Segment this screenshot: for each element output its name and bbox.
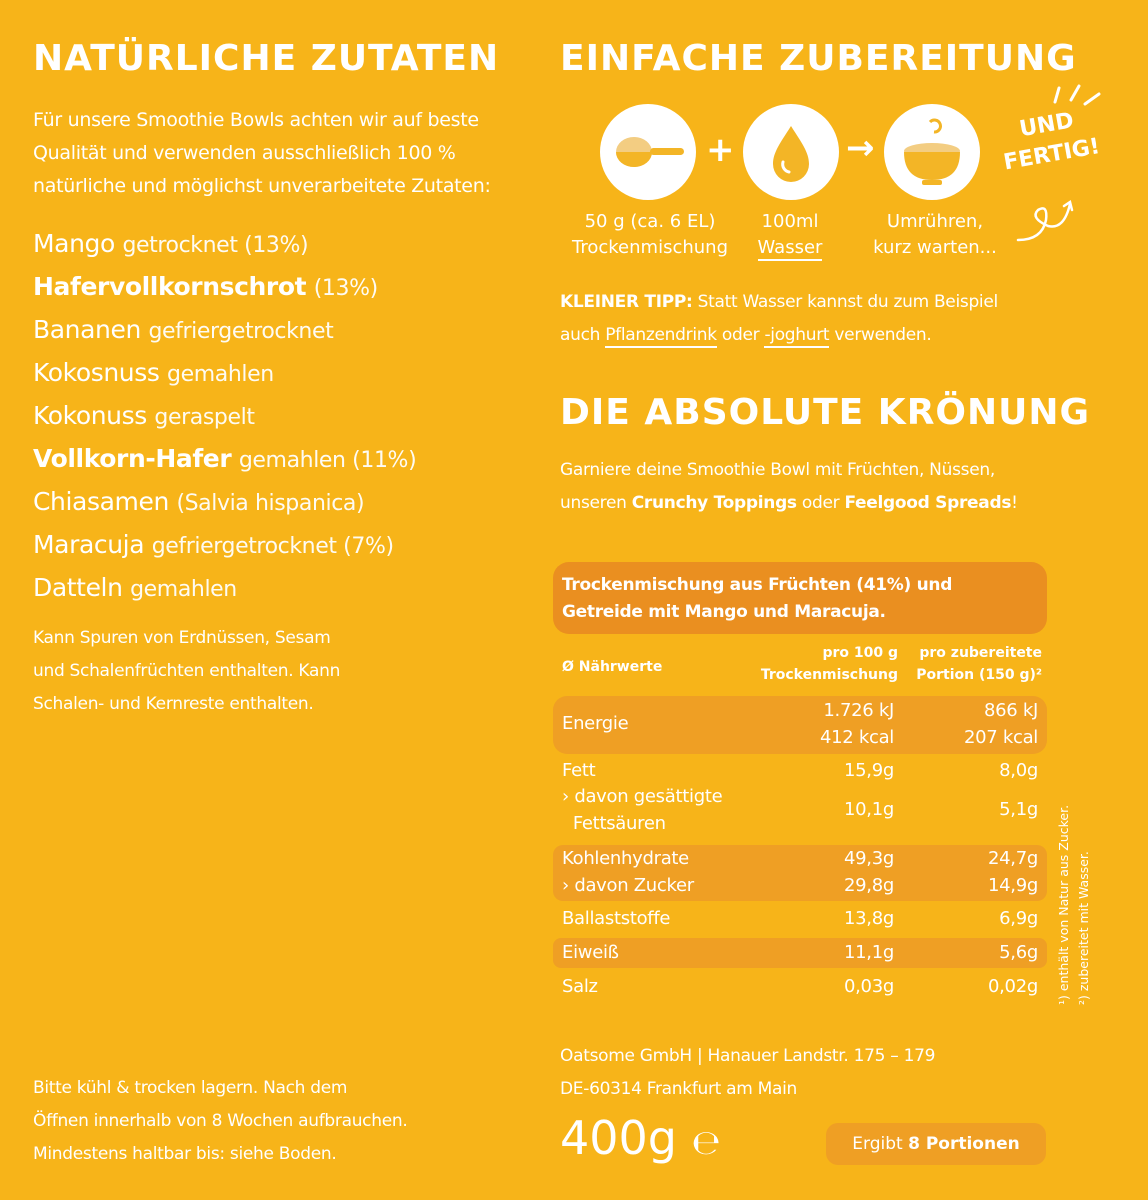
topping-text: Garniere deine Smoothie Bowl mit Früchten, Nüssen, unseren Crunchy Toppings oder Feelgood Spreads!: [560, 460, 1018, 513]
nutrition-row-saturated: › davon gesättigte Fettsäuren 10,1g 5,1g: [562, 786, 1038, 834]
done-stamp: UND FERTIG!: [1001, 108, 1102, 176]
intro-text: Für unsere Smoothie Bowls achten wir auf beste Qualität und verwenden ausschließlich 100 % natürliche und möglichst unverarbeitete Zutaten:: [33, 109, 491, 197]
ingredient-item: Maracuja gefriergetrocknet (7%): [33, 530, 394, 559]
allergen-notice: Kann Spuren von Erdnüssen, Sesam und Schalenfrüchten enthalten. Kann Schalen- und Kernreste enthalten.: [33, 628, 341, 714]
nutrition-row-carbs: Kohlenhydrate 49,3g 24,7g: [562, 848, 1038, 869]
ingredient-item: Vollkorn-Hafer gemahlen (11%): [33, 444, 417, 473]
topping-heading: DIE ABSOLUTE KRÖNUNG: [560, 392, 1091, 433]
ingredient-item: Bananen gefriergetrocknet: [33, 315, 334, 344]
footnote-sugar: ¹) enthält von Natur aus Zucker.: [1056, 804, 1071, 1005]
sparkle-icon: [1045, 80, 1105, 110]
nutrition-row-sugar: › davon Zucker 29,8g 14,9g: [562, 875, 1038, 896]
net-weight: 400g ℮: [560, 1111, 721, 1165]
water-drop-icon: [743, 104, 839, 200]
spoon-icon: [600, 104, 696, 200]
nutrition-title: Trockenmischung aus Früchten (41%) und Getreide mit Mango und Maracuja.: [562, 575, 953, 622]
arrow-sign: →: [846, 128, 875, 168]
prep-heading: EINFACHE ZUBEREITUNG: [560, 38, 1077, 79]
company-address: Oatsome GmbH | Hanauer Landstr. 175 – 179 DE-60314 Frankfurt am Main: [560, 1046, 936, 1099]
ingredient-list: [33, 222, 503, 609]
ingredient-item: Datteln gemahlen: [33, 573, 237, 602]
bowl-icon: [884, 104, 980, 200]
nutrition-row-fiber: Ballaststoffe 13,8g 6,9g: [562, 908, 1038, 929]
portions-text: Ergibt 8 Portionen: [852, 1134, 1020, 1154]
nutrition-col-label: Ø Nährwerte: [562, 659, 663, 675]
ingredient-item: Hafervollkornschrot (13%): [33, 272, 378, 301]
nutrition-row-salt: Salz 0,03g 0,02g: [562, 976, 1038, 997]
step-label-stir: Umrühren, kurz warten...: [873, 211, 997, 258]
nutrition-row-fat: Fett 15,9g 8,0g: [562, 760, 1038, 781]
nutrition-row-energy: Energie: [562, 713, 629, 734]
step-label-dry-mix: 50 g (ca. 6 EL) Trockenmischung: [572, 211, 728, 258]
nutrition-row-energy-values: 1.726 kJ 412 kcal 866 kJ 207 kcal: [819, 700, 1038, 748]
ingredient-item: Mango getrocknet (13%): [33, 229, 309, 258]
estimated-sign-icon: ℮: [691, 1123, 721, 1163]
nutrition-col-portion: pro zubereitete Portion (150 g)²: [916, 645, 1042, 683]
ingredient-item: Kokonuss geraspelt: [33, 401, 255, 430]
footnote-water: ²) zubereitet mit Wasser.: [1076, 851, 1091, 1005]
ingredients-heading: NATÜRLICHE ZUTATEN: [33, 38, 500, 79]
nutrition-col-100g: pro 100 g Trockenmischung: [760, 645, 898, 683]
ingredient-item: Kokosnuss gemahlen: [33, 358, 274, 387]
plus-sign: +: [706, 130, 735, 170]
swirl-arrow-icon: [1012, 190, 1082, 250]
ingredient-item: Chiasamen (Salvia hispanica): [33, 487, 365, 516]
tip-text: KLEINER TIPP: Statt Wasser kannst du zum Beispiel auch Pflanzendrink oder -joghurt verwenden.: [560, 286, 1060, 352]
nutrition-row-protein: Eiweiß 11,1g 5,6g: [562, 942, 1038, 963]
step-label-water: 100ml Wasser: [730, 209, 850, 261]
storage-notice: Bitte kühl & trocken lagern. Nach dem Öffnen innerhalb von 8 Wochen aufbrauchen. Mindestens haltbar bis: siehe Boden.: [33, 1078, 408, 1164]
